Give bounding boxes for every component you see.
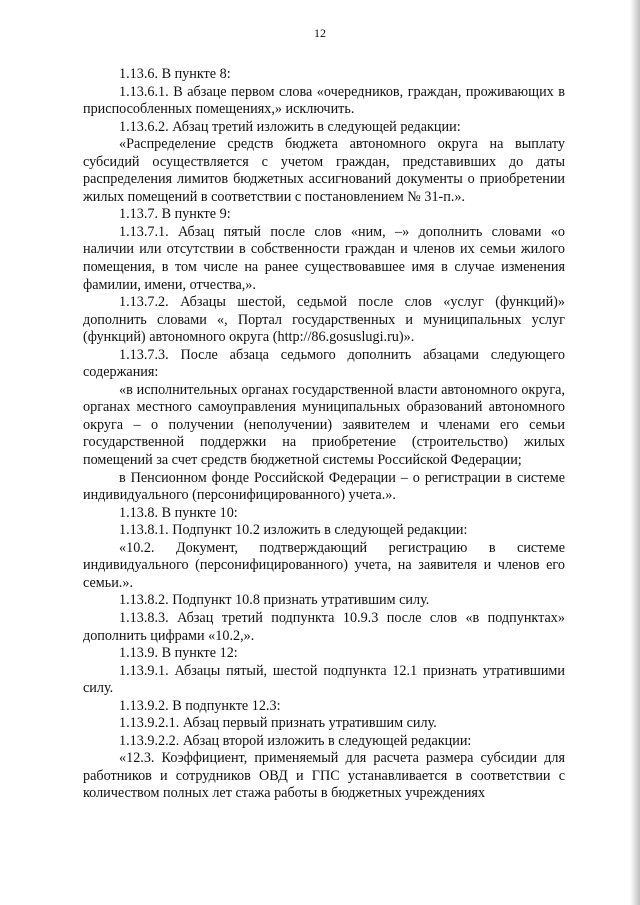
paragraph: «в исполнительных органах государственной власти автономного округа, органах местного самоуправления муниципальных образований автономного округа – о получении (неполучении) заявителем и членами его семьи государственной поддержки на приобретение (строительство) жилых помещений за счет средств бюджетной системы Российской Федерации; (83, 381, 565, 469)
page-number: 12 (314, 26, 326, 40)
paragraph: 1.13.7.3. После абзаца седьмого дополнить абзацами следующего содержания: (83, 346, 565, 381)
paragraph: 1.13.7.2. Абзацы шестой, седьмой после слов «услуг (функций)» дополнить словами «, Портал государственных и муниципальных услуг (функций) автономного округа (http://86.gosuslugi.ru)». (83, 294, 565, 346)
paragraph: 1.13.9.2.2. Абзац второй изложить в следующей редакции: (119, 732, 472, 749)
paragraph: «10.2. Документ, подтверждающий регистрацию в системе индивидуального (персонифицированного) учета, на заявителя и членов его семьи.». (83, 539, 565, 591)
paragraph: 1.13.6. В пункте 8: (119, 66, 231, 82)
paragraph: «Распределение средств бюджета автономного округа на выплату субсидий осуществляется с учетом граждан, представивших до даты распределения лимитов бюджетных ассигнований документы о приобретении жилых помещений в соответствии с постановлением № 31-п.». (83, 136, 565, 205)
paragraph: 1.13.6.1. В абзаце первом слова «очередников, граждан, проживающих в приспособленных помещениях,» исключить. (83, 83, 565, 118)
paragraph: 1.13.7. В пункте 9: (119, 206, 231, 223)
paragraph: 1.13.8.2. Подпункт 10.8 признать утратившим силу. (119, 592, 430, 609)
paragraph: 1.13.6.2. Абзац третий изложить в следующей редакции: (119, 118, 461, 135)
paragraph: 1.13.8.3. Абзац третий подпункта 10.9.3 после слов «в подпунктах» дополнить цифрами «10.2,». (83, 609, 565, 644)
paragraph: 1.13.9.1. Абзацы пятый, шестой подпункта 12.1 признать утратившими силу. (83, 662, 565, 697)
paragraph: «12.3. Коэффициент, применяемый для расчета размера субсидии для работников и сотрудников ОВД и ГПС устанавливается в соответствии с количеством полных лет стажа работы в бюджетных учреждениях (83, 750, 565, 802)
paragraph: 1.13.8. В пункте 10: (119, 504, 238, 521)
paragraph: 1.13.9. В пункте 12: (119, 645, 238, 662)
paragraph: в Пенсионном фонде Российской Федерации – о регистрации в системе индивидуального (персонифицированного) учета.». (83, 469, 565, 504)
paragraph: 1.13.9.2.1. Абзац первый признать утратившим силу. (119, 715, 437, 732)
document-body (83, 66, 565, 803)
paragraph: 1.13.7.1. Абзац пятый после слов «ним, –» дополнить словами «о наличии или отсутствии в собственности граждан и членов их семьи жилого помещения, в том числе на ранее существовавшее имя в случае изменения фамилии, имени, отчества,». (83, 223, 565, 293)
paragraph: 1.13.8.1. Подпункт 10.2 изложить в следующей редакции: (119, 522, 468, 539)
paragraph: 1.13.9.2. В подпункте 12.3: (119, 697, 281, 714)
page-edge-shadow (630, 0, 640, 905)
